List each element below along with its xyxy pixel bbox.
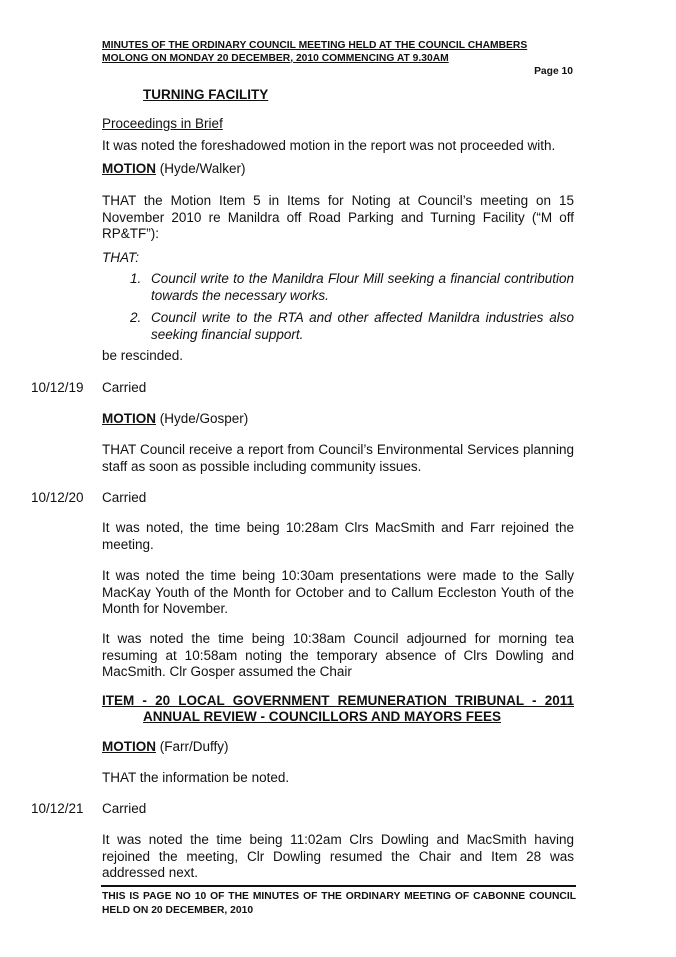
motion-movers: (Hyde/Walker) [156, 161, 246, 176]
motion-2-text: THAT Council receive a report from Council’s Environmental Services planning staff as soon as possible including community issues. [102, 442, 574, 474]
note-paragraph: It was noted, the time being 10:28am Clrs MacSmith and Farr rejoined the meeting. [102, 520, 574, 552]
rescinded-text: be rescinded. [102, 348, 184, 363]
list-item-text: Council write to the RTA and other affected Manildra industries also seeking financial support. [151, 310, 574, 342]
page-footer: THIS IS PAGE NO 10 OF THE MINUTES OF THE ORDINARY MEETING OF CABONNE COUNCIL HELD ON 20 DECEMBER, 2010 [102, 891, 576, 916]
item-heading-line-1: ITEM - 20 LOCAL GOVERNMENT REMUNERATION TRIBUNAL - 2011 [102, 693, 574, 708]
motion-1-that: THAT: [102, 250, 139, 265]
motion-1-text: THAT the Motion Item 5 in Items for Noting at Council’s meeting on 15 November 2010 re Manildra off Road Parking and Turning Facility (“M off RP&TF”): [102, 193, 574, 241]
header-line-1: MINUTES OF THE ORDINARY COUNCIL MEETING HELD AT THE COUNCIL CHAMBERS [102, 40, 528, 51]
resolution-result: Carried [102, 380, 147, 395]
motion-movers: (Hyde/Gosper) [156, 411, 249, 426]
resolution-result: Carried [102, 490, 147, 505]
proceedings-text: It was noted the foreshadowed motion in the report was not proceeded with. [102, 138, 556, 153]
motion-label: MOTION [102, 739, 156, 754]
note-paragraph: It was noted the time being 10:38am Council adjourned for morning tea resuming at 10:58am noting the temporary absence of Clrs Dowling and MacSmith. Clr Gosper assumed the Chair [102, 631, 574, 679]
section-title: TURNING FACILITY [143, 87, 269, 102]
item-heading-line-2: ANNUAL REVIEW - COUNCILLORS AND MAYORS FEES [143, 709, 502, 724]
motion-3-heading [102, 739, 229, 756]
list-item-number: 1. [130, 271, 142, 286]
list-item-number: 2. [130, 310, 142, 325]
page-number: Page 10 [534, 66, 573, 77]
motion-movers: (Farr/Duffy) [156, 739, 229, 754]
item-20-heading [102, 693, 574, 725]
header-line-2: MOLONG ON MONDAY 20 DECEMBER, 2010 COMMENCING AT 9.30AM [102, 52, 449, 64]
resolution-result: Carried [102, 801, 147, 816]
motion-3-text: THAT the information be noted. [102, 770, 290, 785]
motion-1-heading [102, 161, 246, 178]
document-header [102, 40, 576, 65]
resolution-number: 10/12/20 [31, 490, 84, 505]
note-paragraph: It was noted the time being 11:02am Clrs Dowling and MacSmith having rejoined the meeting, Clr Dowling resumed the Chair and Item 28 was addressed next. [102, 832, 574, 880]
note-paragraph: It was noted the time being 10:30am presentations were made to the Sally MacKay Youth of the Month for October and to Callum Eccleston Youth of the Month for November. [102, 568, 574, 616]
list-item-text: Council write to the Manildra Flour Mill seeking a financial contribution towards the necessary works. [151, 271, 574, 303]
footer-rule [101, 885, 576, 887]
motion-label: MOTION [102, 161, 156, 176]
resolution-number: 10/12/19 [31, 380, 84, 395]
proceedings-heading: Proceedings in Brief [102, 116, 223, 131]
motion-2-heading [102, 411, 248, 428]
motion-label: MOTION [102, 411, 156, 426]
resolution-number: 10/12/21 [31, 801, 84, 816]
